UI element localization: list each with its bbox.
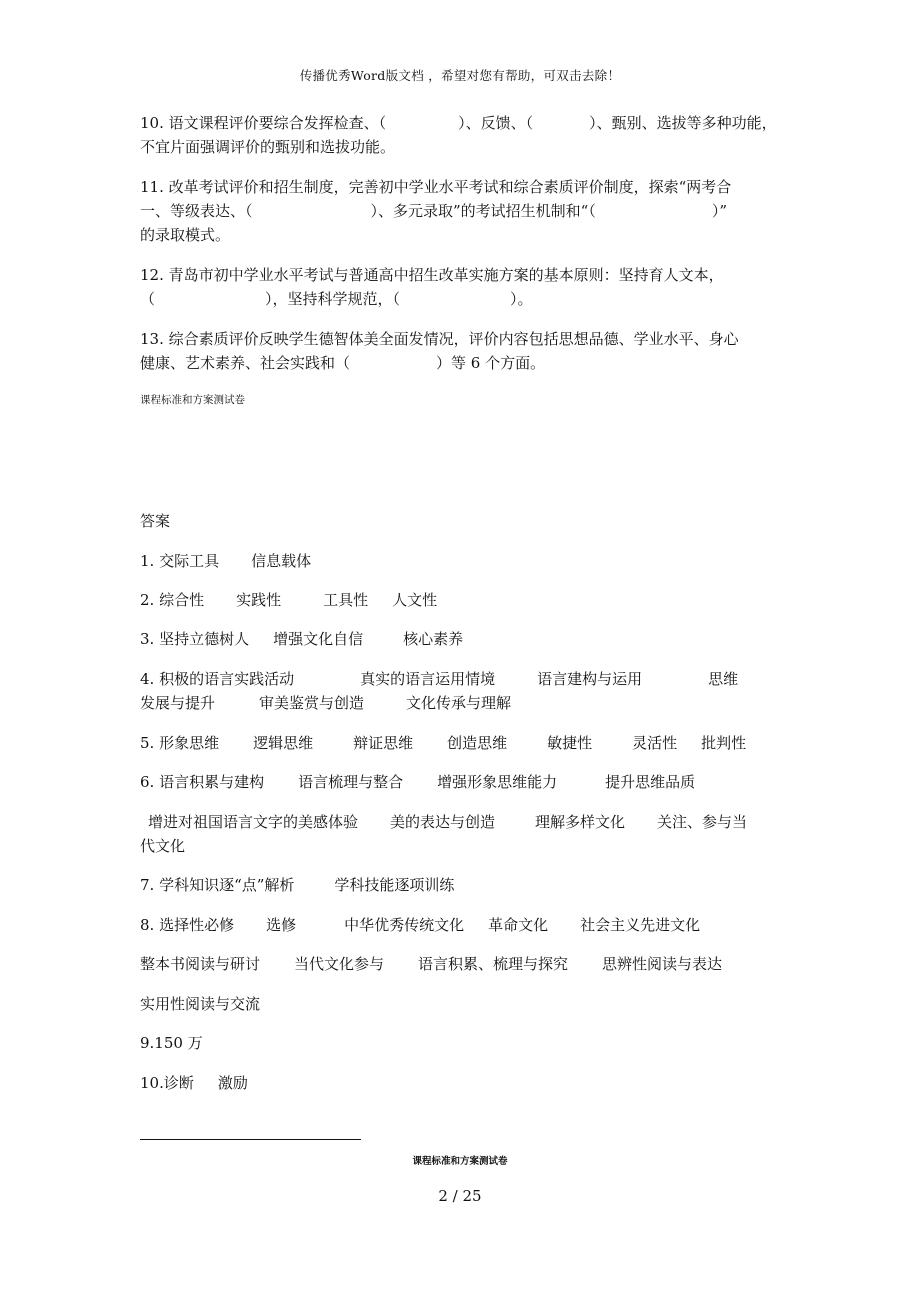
answer-10: 10.诊断 激励 <box>140 1074 248 1092</box>
footer-caption: 课程标准和方案测试卷 <box>412 1156 508 1167</box>
answer-4-line-1: 4. 积极的语言实践活动 真实的语言运用情境 语言建构与运用 思维 <box>140 670 739 688</box>
question-13 <box>140 327 782 375</box>
answer-title: 答案 <box>140 512 171 530</box>
question-10 <box>140 111 782 159</box>
question-11-line-3: 的录取模式。 <box>140 226 231 244</box>
question-10-line-2: 不宜片面强调评价的甄别和选拔功能。 <box>140 138 396 156</box>
answer-9: 9.150 万 <box>140 1034 203 1052</box>
footnote-separator <box>140 1139 361 1140</box>
answer-8-line-3: 实用性阅读与交流 <box>140 995 261 1013</box>
question-12-line-2: （ ），坚持科学规范，（ ）。 <box>140 290 533 308</box>
question-12-line-1: 12. 青岛市初中学业水平考试与普通高中招生改革实施方案的基本原则：坚持育人文本， <box>140 266 724 284</box>
answer-3: 3. 坚持立德树人 增强文化自信 核心素养 <box>140 630 464 648</box>
answer-6-cont-line-1: 增进对祖国语言文字的美感体验 美的表达与创造 理解多样文化 关注、参与当 <box>148 813 748 831</box>
question-13-line-2: 健康、艺术素养、社会实践和（ ）等 6 个方面。 <box>140 354 546 372</box>
question-11-line-1: 11. 改革考试评价和招生制度，完善初中学业水平考试和综合素质评价制度，探索“两考合 <box>140 178 732 196</box>
answer-6: 6. 语言积累与建构 语言梳理与整合 增强形象思维能力 提升思维品质 <box>140 773 696 791</box>
answer-5: 5. 形象思维 逻辑思维 辩证思维 创造思维 敏捷性 灵活性 批判性 <box>140 734 747 752</box>
question-11-line-2: 一、等级表达、（ ）、多元录取”的考试招生机制和“（ ）” <box>140 202 728 220</box>
header-note: 传播优秀Word版文档 ，希望对您有帮助，可双击去除！ <box>299 68 621 83</box>
answer-4-line-2: 发展与提升 审美鉴赏与创造 文化传承与理解 <box>140 694 512 712</box>
answer-1: 1. 交际工具 信息载体 <box>140 552 312 570</box>
answer-6-cont-line-2: 代文化 <box>140 837 186 855</box>
answer-8-line-1: 8. 选择性必修 选修 中华优秀传统文化 革命文化 社会主义先进文化 <box>140 916 701 934</box>
question-12 <box>140 263 782 311</box>
question-10-line-1: 10. 语文课程评价要综合发挥检查、（ ）、反馈、（ ）、甄别、选拔等多种功能， <box>140 114 777 132</box>
answer-7: 7. 学科知识逐“点”解析 学科技能逐项训练 <box>140 876 455 894</box>
answer-8-line-2: 整本书阅读与研讨 当代文化参与 语言积累、梳理与探究 思辨性阅读与表达 <box>140 955 723 973</box>
answer-2: 2. 综合性 实践性 工具性 人文性 <box>140 591 438 609</box>
page-number: 2 / 25 <box>438 1187 482 1205</box>
question-13-line-1: 13. 综合素质评价反映学生德智体美全面发情况，评价内容包括思想品德、学业水平、身心 <box>140 330 739 348</box>
section-caption: 课程标准和方案测试卷 <box>140 394 245 406</box>
question-11 <box>140 175 782 247</box>
